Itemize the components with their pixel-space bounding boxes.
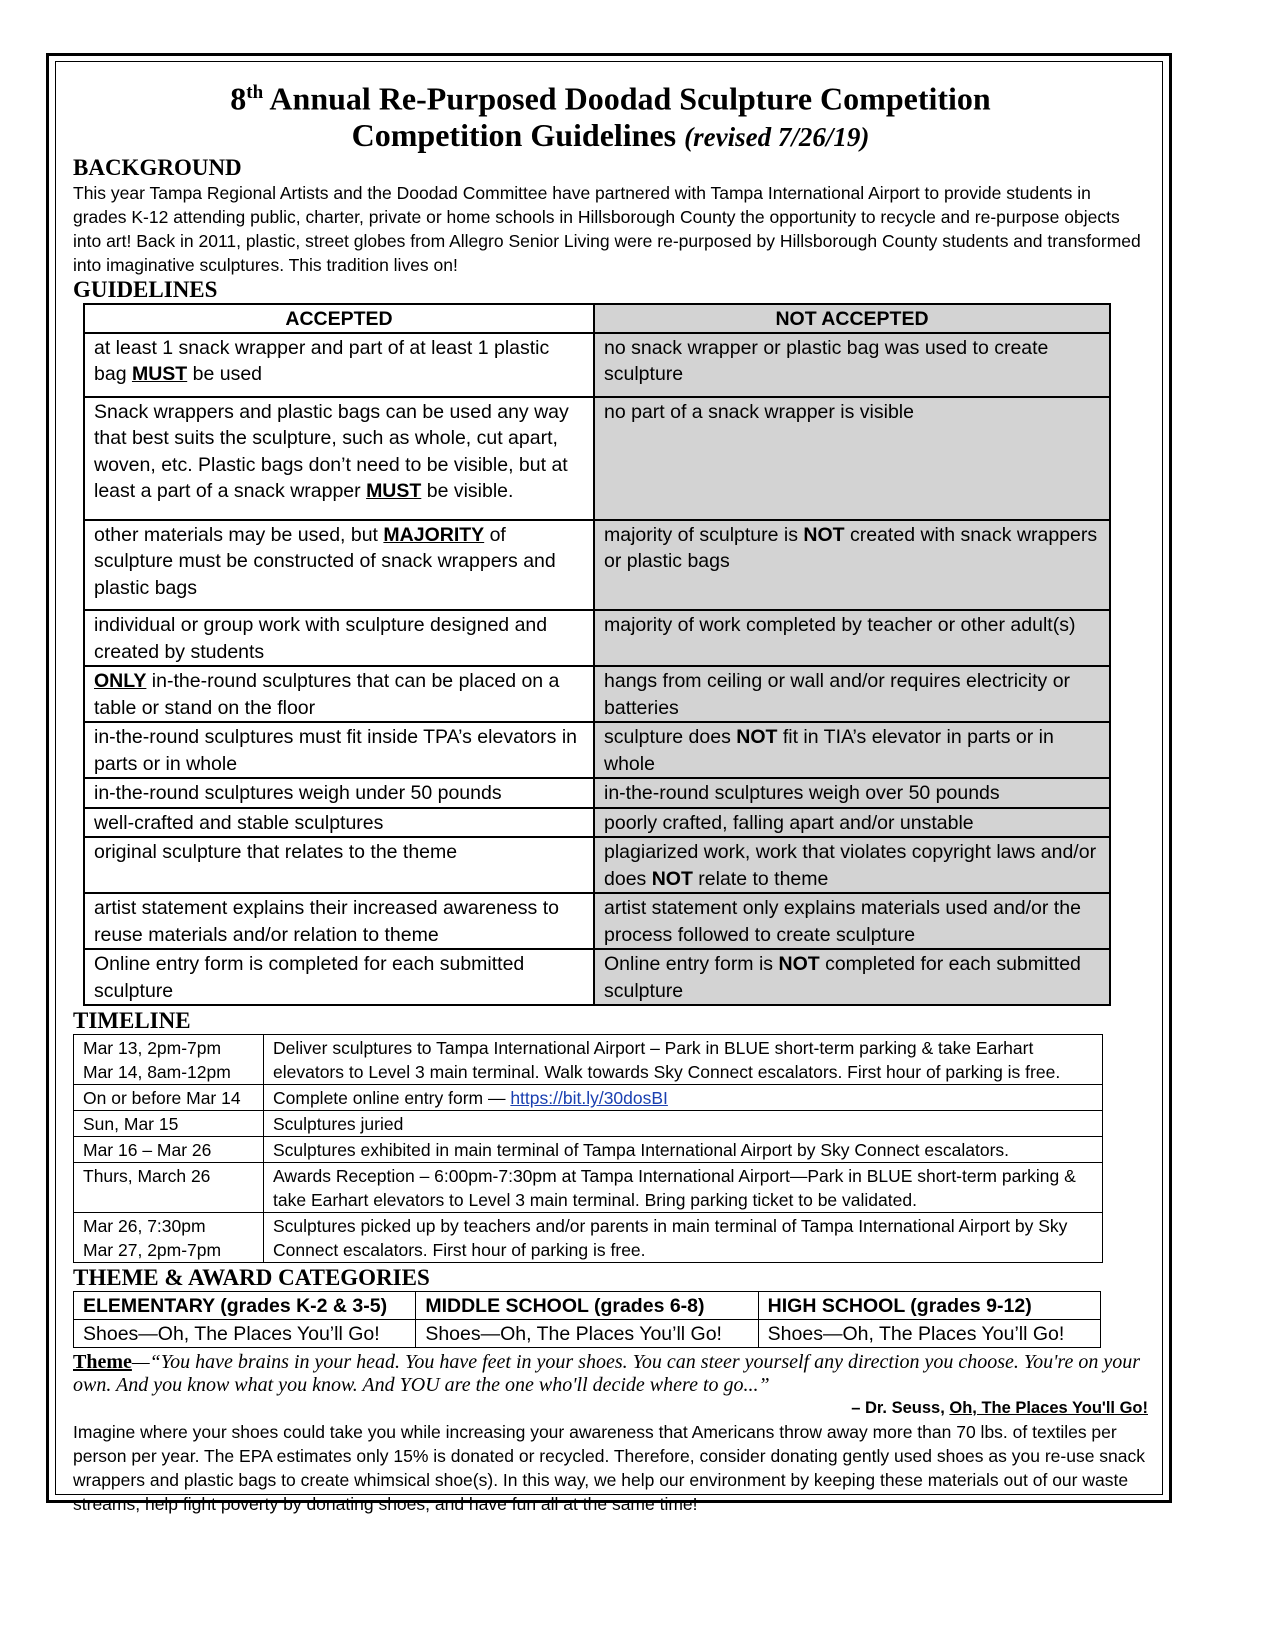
not-accepted-cell: [594, 837, 1110, 893]
timeline-description-text: Sculptures exhibited in main terminal of Tampa International Airport by Sky Connect escalators.: [273, 1140, 1010, 1161]
cell-text: Online entry form is: [604, 953, 779, 976]
cell-text: majority of sculpture is: [604, 523, 804, 546]
emphasis-text: MUST: [131, 363, 188, 386]
cell-text: in-the-round sculptures weigh under 50 pounds: [94, 782, 502, 805]
accepted-cell: [84, 893, 594, 949]
cell-text: in-the-round sculptures that can be placed on a table or stand on the floor: [94, 670, 560, 719]
cell-text: artist statement only explains materials used and/or the process followed to create sculpture: [604, 897, 1081, 946]
timeline-date: Mar 13, 2pm-7pm Mar 14, 8am-12pm: [74, 1035, 264, 1085]
not-accepted-cell: [594, 397, 1110, 520]
quote-attribution: [73, 1398, 1148, 1418]
cell-text: plagiarized work, work that violates copyright laws and/or does: [604, 841, 1097, 890]
cell-text: artist statement explains their increased awareness to reuse materials and/or relation to theme: [94, 897, 559, 946]
background-heading: BACKGROUND: [73, 154, 242, 180]
not-accepted-cell: [594, 722, 1110, 778]
theme-high-school: Shoes—Oh, The Places You’ll Go!: [758, 1320, 1100, 1348]
guidelines-rows: [84, 333, 1110, 1006]
guideline-row: [84, 397, 1110, 520]
cell-text: poorly crafted, falling apart and/or unstable: [604, 811, 974, 834]
accepted-cell: [84, 722, 594, 778]
cell-text: well-crafted and stable sculptures: [94, 811, 384, 834]
timeline-description: [264, 1111, 1103, 1137]
accepted-cell: [84, 808, 594, 838]
timeline-description-text: Sculptures juried: [273, 1114, 404, 1135]
category-middle-school: MIDDLE SCHOOL (grades 6-8): [416, 1292, 758, 1320]
not-accepted-cell: [594, 778, 1110, 808]
cell-text: fit in TIA’s elevator in parts or in whole: [604, 726, 1054, 775]
cell-text: individual or group work with sculpture designed and created by students: [94, 614, 548, 663]
cell-text: Online entry form is completed for each submitted sculpture: [94, 953, 525, 1002]
cell-text: other materials may be used, but: [94, 523, 384, 546]
category-elementary: ELEMENTARY (grades K-2 & 3-5): [74, 1292, 416, 1320]
timeline-date: Mar 16 – Mar 26: [74, 1137, 264, 1163]
emphasis-text: NOT: [803, 523, 845, 546]
timeline-heading: TIMELINE: [73, 1008, 191, 1034]
emphasis-text: MUST: [366, 480, 422, 503]
guideline-row: [84, 520, 1110, 611]
category-theme-row: [74, 1320, 1101, 1348]
timeline-row: [74, 1163, 1103, 1213]
title-ordinal-suffix: th: [246, 82, 264, 103]
emphasis-text: NOT: [778, 953, 820, 976]
timeline-description-text: Sculptures picked up by teachers and/or parents in main terminal of Tampa International Airport by Sky Connect escalators. First hour of parking is free.: [273, 1216, 1068, 1261]
timeline-row: [74, 1111, 1103, 1137]
theme-elementary: Shoes—Oh, The Places You’ll Go!: [74, 1320, 416, 1348]
not-accepted-cell: [594, 333, 1110, 397]
theme-quote: [73, 1351, 1148, 1397]
cell-text: of sculpture must be constructed of snack wrappers and plastic bags: [94, 523, 556, 599]
accepted-cell: [84, 949, 594, 1005]
accepted-cell: [84, 397, 594, 520]
document-title: [73, 75, 1148, 155]
accepted-cell: [84, 520, 594, 611]
timeline-date: Sun, Mar 15: [74, 1111, 264, 1137]
not-accepted-cell: [594, 949, 1110, 1005]
emphasis-text: NOT: [736, 726, 778, 749]
timeline-description-text: Complete online entry form —: [273, 1088, 511, 1109]
cell-text: created with snack wrappers or plastic bags: [604, 523, 1098, 573]
title-line-1: [73, 75, 1148, 117]
accepted-column-header: ACCEPTED: [84, 304, 594, 333]
timeline-date: On or before Mar 14: [74, 1085, 264, 1111]
cell-text: hangs from ceiling or wall and/or requires electricity or batteries: [604, 670, 1071, 719]
closing-paragraph: Imagine where your shoes could take you while increasing your awareness that Americans throw away more than 70 lbs. of textiles per person per year. The EPA estimates only 15% is donated or recycled. Therefore, consider donating gently used shoes as you re-use snack wrappers and plastic bags to create whimsical shoe(s). In this way, we help our environment by keeping these materials out of our waste streams, help fight poverty by donating shoes, and have fun all at the same time!: [73, 1422, 1146, 1515]
theme-heading: THEME & AWARD CATEGORIES: [73, 1265, 430, 1291]
cell-text: in-the-round sculptures must fit inside TPA’s elevators in parts or in whole: [94, 726, 578, 775]
cell-text: completed for each submitted sculpture: [604, 953, 1081, 1002]
cell-text: Snack wrappers and plastic bags can be used any way that best suits the sculpture, such as whole, cut apart, woven, etc. Plastic bags don’t need to be visible, but at least a part of a snack wrapper: [94, 400, 569, 503]
guideline-row: [84, 666, 1110, 722]
title-main: Annual Re-Purposed Doodad Sculpture Competition: [263, 80, 991, 117]
timeline-description: [264, 1213, 1103, 1263]
cell-text: be used: [187, 363, 263, 386]
title-revised-date: (revised 7/26/19): [684, 121, 870, 152]
cell-text: majority of work completed by teacher or other adult(s): [604, 614, 1076, 637]
not-accepted-cell: [594, 520, 1110, 611]
accepted-cell: [84, 837, 594, 893]
cell-text: original sculpture that relates to the theme: [94, 841, 458, 864]
emphasis-text: ONLY: [94, 670, 147, 693]
category-high-school: HIGH SCHOOL (grades 9-12): [758, 1292, 1100, 1320]
timeline-description-text: Deliver sculptures to Tampa International Airport – Park in BLUE short-term parking & take Earhart elevators to Level 3 main terminal. Walk towards Sky Connect escalators. First hour of parking is free.: [273, 1038, 1061, 1083]
timeline-date: Mar 26, 7:30pm Mar 27, 2pm-7pm: [74, 1213, 264, 1263]
cell-text: relate to theme: [692, 867, 829, 890]
entry-form-link[interactable]: https://bit.ly/30dosBI: [510, 1088, 668, 1109]
guideline-row: [84, 722, 1110, 778]
theme-middle-school: Shoes—Oh, The Places You’ll Go!: [416, 1320, 758, 1348]
background-text: This year Tampa Regional Artists and the Doodad Committee have partnered with Tampa International Airport to provide students in grades K-12 attending public, charter, private or home schools in Hillsborough County the opportunity to recycle and re-purpose objects into art! Back in 2011, plastic, street globes from Allegro Senior Living were re-purposed by Hillsborough County students and transformed into imaginative sculptures. This tradition lives on!: [73, 182, 1141, 275]
timeline-rows: [74, 1035, 1103, 1263]
guideline-row: [84, 333, 1110, 397]
timeline-description: [264, 1163, 1103, 1213]
accepted-cell: [84, 333, 594, 397]
theme-quote-text: —“You have brains in your head. You have feet in your shoes. You can steer yourself any direction you choose. You're on your own. And you know what you know. And YOU are the one who'll decide where to go...”: [73, 1351, 1140, 1397]
cell-text: no snack wrapper or plastic bag was used to create sculpture: [604, 336, 1049, 386]
title-ordinal: 8: [230, 80, 247, 117]
timeline-table: [73, 1034, 1103, 1263]
guideline-row: [84, 949, 1110, 1005]
timeline-description: [264, 1035, 1103, 1085]
accepted-cell: [84, 610, 594, 666]
timeline-row: [74, 1035, 1103, 1085]
attribution-author: – Dr. Seuss,: [851, 1399, 950, 1418]
accepted-cell: [84, 666, 594, 722]
cell-text: at least 1 snack wrapper and part of at least 1 plastic bag: [94, 336, 550, 386]
category-header-row: [74, 1292, 1101, 1320]
emphasis-text: NOT: [651, 867, 693, 890]
timeline-row: [74, 1085, 1103, 1111]
attribution-title: Oh, The Places You'll Go!: [949, 1399, 1148, 1418]
timeline-row: [74, 1137, 1103, 1163]
timeline-description-text: Awards Reception – 6:00pm-7:30pm at Tampa International Airport—Park in BLUE short-term parking & take Earhart elevators to Level 3 main terminal. Bring parking ticket to be validated.: [273, 1166, 1076, 1211]
award-categories-table: [73, 1291, 1101, 1348]
cell-text: in-the-round sculptures weigh over 50 pounds: [604, 782, 1000, 805]
guideline-row: [84, 610, 1110, 666]
title-line-2: [73, 117, 1148, 155]
guideline-row: [84, 778, 1110, 808]
not-accepted-cell: [594, 610, 1110, 666]
not-accepted-column-header: NOT ACCEPTED: [594, 304, 1110, 333]
guidelines-heading: GUIDELINES: [73, 276, 218, 302]
emphasis-text: MAJORITY: [383, 523, 485, 546]
not-accepted-cell: [594, 666, 1110, 722]
cell-text: sculpture does: [604, 726, 737, 749]
timeline-date: Thurs, March 26: [74, 1163, 264, 1213]
timeline-description: [264, 1137, 1103, 1163]
not-accepted-cell: [594, 893, 1110, 949]
cell-text: no part of a snack wrapper is visible: [604, 400, 914, 423]
title-subtitle: Competition Guidelines: [351, 116, 685, 153]
accepted-cell: [84, 778, 594, 808]
timeline-description: [264, 1085, 1103, 1111]
guidelines-table: [83, 303, 1111, 1007]
guideline-row: [84, 837, 1110, 893]
guideline-row: [84, 893, 1110, 949]
timeline-row: [74, 1213, 1103, 1263]
theme-quote-label: Theme: [73, 1351, 132, 1374]
not-accepted-cell: [594, 808, 1110, 838]
guideline-row: [84, 808, 1110, 838]
cell-text: be visible.: [421, 480, 514, 503]
document-content: [73, 70, 1148, 1516]
